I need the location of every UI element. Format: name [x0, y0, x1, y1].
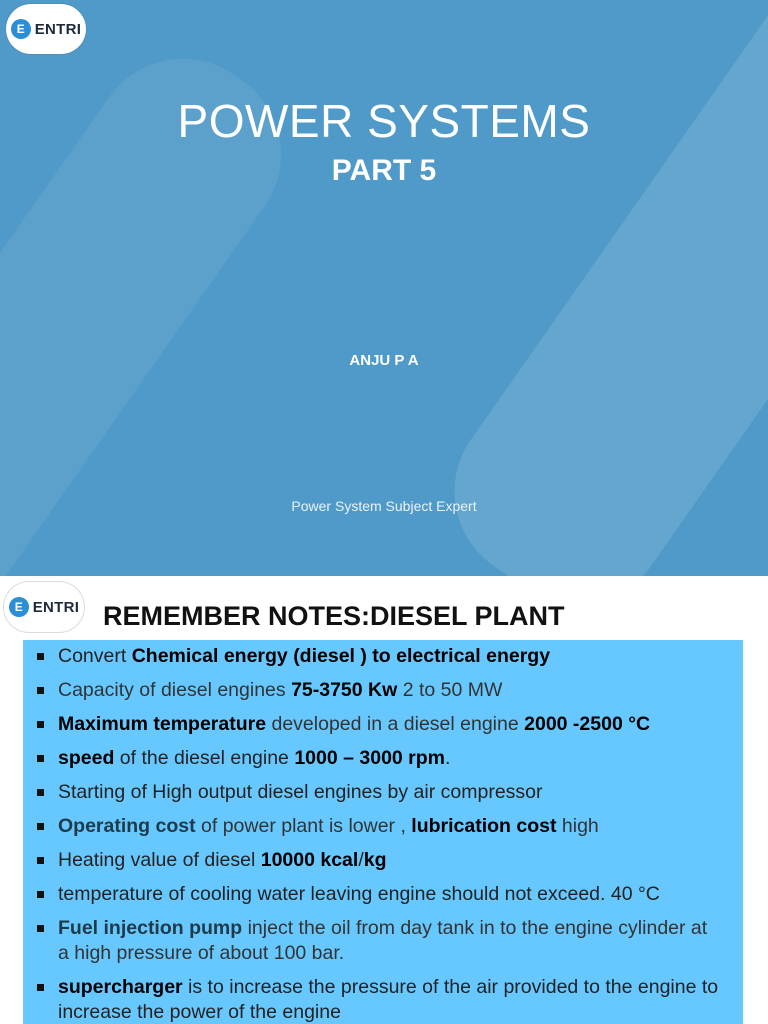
notes-box	[23, 640, 743, 1024]
slide-title: POWER SYSTEMS	[177, 95, 591, 147]
author-role: Power System Subject Expert	[291, 498, 477, 514]
bullet-icon	[37, 984, 44, 991]
bullet-icon	[37, 653, 44, 660]
slide-subtitle: PART 5	[331, 154, 437, 187]
bullet-icon	[37, 925, 44, 932]
bullet-icon	[37, 857, 44, 864]
list-item: Convert Chemical energy (diesel ) to electrical energy	[23, 644, 743, 669]
bullet-icon	[37, 823, 44, 830]
list-item: temperature of cooling water leaving engine should not exceed. 40 °C	[23, 882, 743, 907]
entri-logo	[6, 4, 86, 54]
list-item: Starting of High output diesel engines by air compressor	[23, 780, 743, 805]
bullet-icon	[37, 789, 44, 796]
notes-heading: REMEMBER NOTES:DIESEL PLANT	[103, 601, 565, 631]
entri-logo-text: ENTRI	[32, 598, 80, 616]
list-item: Maximum temperature developed in a diesel engine 2000 -2500 °C	[23, 712, 743, 737]
list-item: speed of the diesel engine 1000 – 3000 rpm.	[23, 746, 743, 771]
list-item: Operating cost of power plant is lower , lubrication cost high	[23, 814, 743, 839]
list-item: Capacity of diesel engines 75-3750 Kw 2 to 50 MW	[23, 678, 743, 703]
bullet-icon	[37, 721, 44, 728]
entri-logo-text: ENTRI	[34, 20, 82, 38]
list-item: Fuel injection pump inject the oil from day tank in to the engine cylinder at a high pressure of about 100 bar.	[23, 916, 743, 966]
entri-logo-mark-icon: E	[11, 19, 31, 39]
entri-logo	[4, 582, 84, 632]
bullet-icon	[37, 755, 44, 762]
bullet-icon	[37, 687, 44, 694]
entri-logo-mark-icon: E	[9, 597, 29, 617]
notes-list	[23, 640, 743, 1024]
list-item: Heating value of diesel 10000 kcal/kg	[23, 848, 743, 873]
author-name: ANJU P A	[349, 352, 419, 369]
decorative-shape-right	[419, 0, 768, 576]
bullet-icon	[37, 891, 44, 898]
list-item: supercharger is to increase the pressure of the air provided to the engine to increase the power of the engine	[23, 975, 743, 1024]
